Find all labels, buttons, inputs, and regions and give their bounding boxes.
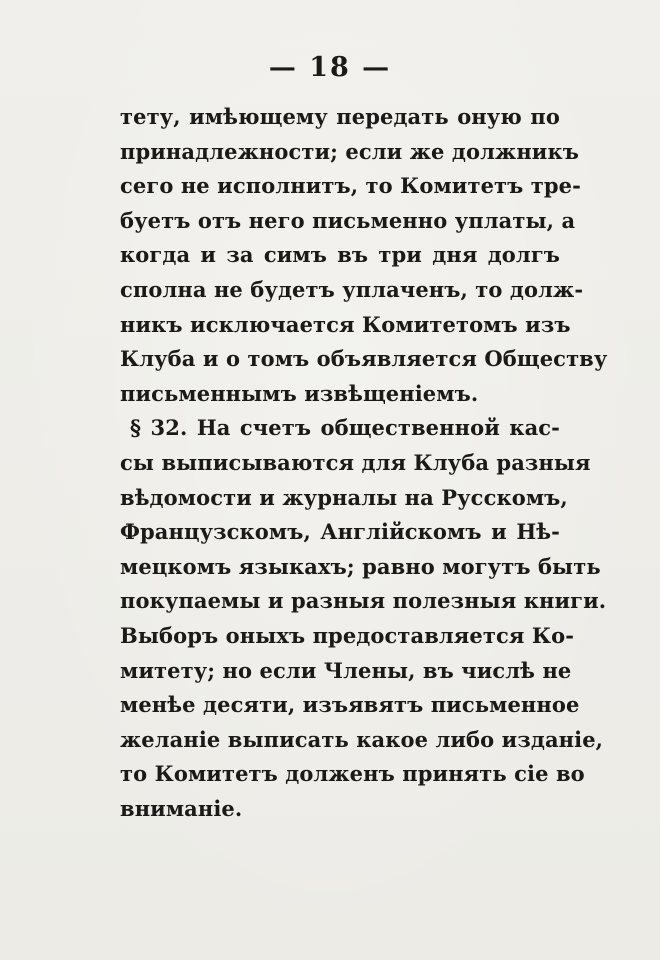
text-line: желаніе выписать какое либо изданіе, (120, 726, 604, 752)
text-line: никъ исключается Комитетомъ изъ (120, 311, 571, 337)
text-line: митету; но если Члены, въ числѣ не (120, 657, 572, 683)
text-line: вниманіе. (120, 795, 243, 821)
text-line: когда и за симъ въ три дня долгъ (120, 242, 560, 268)
text-line: Клуба и о томъ объявляется Обществу (120, 346, 608, 372)
text-line: Выборъ оныхъ предоставляется Ко- (120, 622, 575, 648)
body-text (120, 100, 608, 826)
page-number: — 18 — (268, 52, 392, 83)
text-line: сего не исполнитъ, то Комитетъ тре- (120, 173, 581, 199)
text-line: буетъ отъ него письменно уплаты, а (120, 207, 576, 233)
text-line: тету, имѣющему передать оную по (120, 104, 560, 129)
paragraph-start-line: § 32. На счетъ общественной кас- (130, 415, 560, 441)
text-line: принадлежности; если же должникъ (120, 138, 579, 164)
text-line: вѣдомости и журналы на Русскомъ, (120, 484, 568, 510)
text-line: письменнымъ извѣщеніемъ. (120, 380, 479, 406)
text-line: сполна не будетъ уплаченъ, то долж- (120, 276, 584, 302)
text-line: сы выписываются для Клуба разныя (120, 449, 591, 475)
text-line: мецкомъ языкахъ; равно могутъ быть (120, 553, 601, 579)
text-line: то Комитетъ долженъ принять сіе во (120, 761, 585, 787)
text-line: покупаемы и разныя полезныя книги. (120, 588, 607, 614)
text-line: Французскомъ, Англійскомъ и Нѣ- (120, 519, 560, 545)
text-line: менѣе десяти, изъявятъ письменное (120, 692, 580, 718)
